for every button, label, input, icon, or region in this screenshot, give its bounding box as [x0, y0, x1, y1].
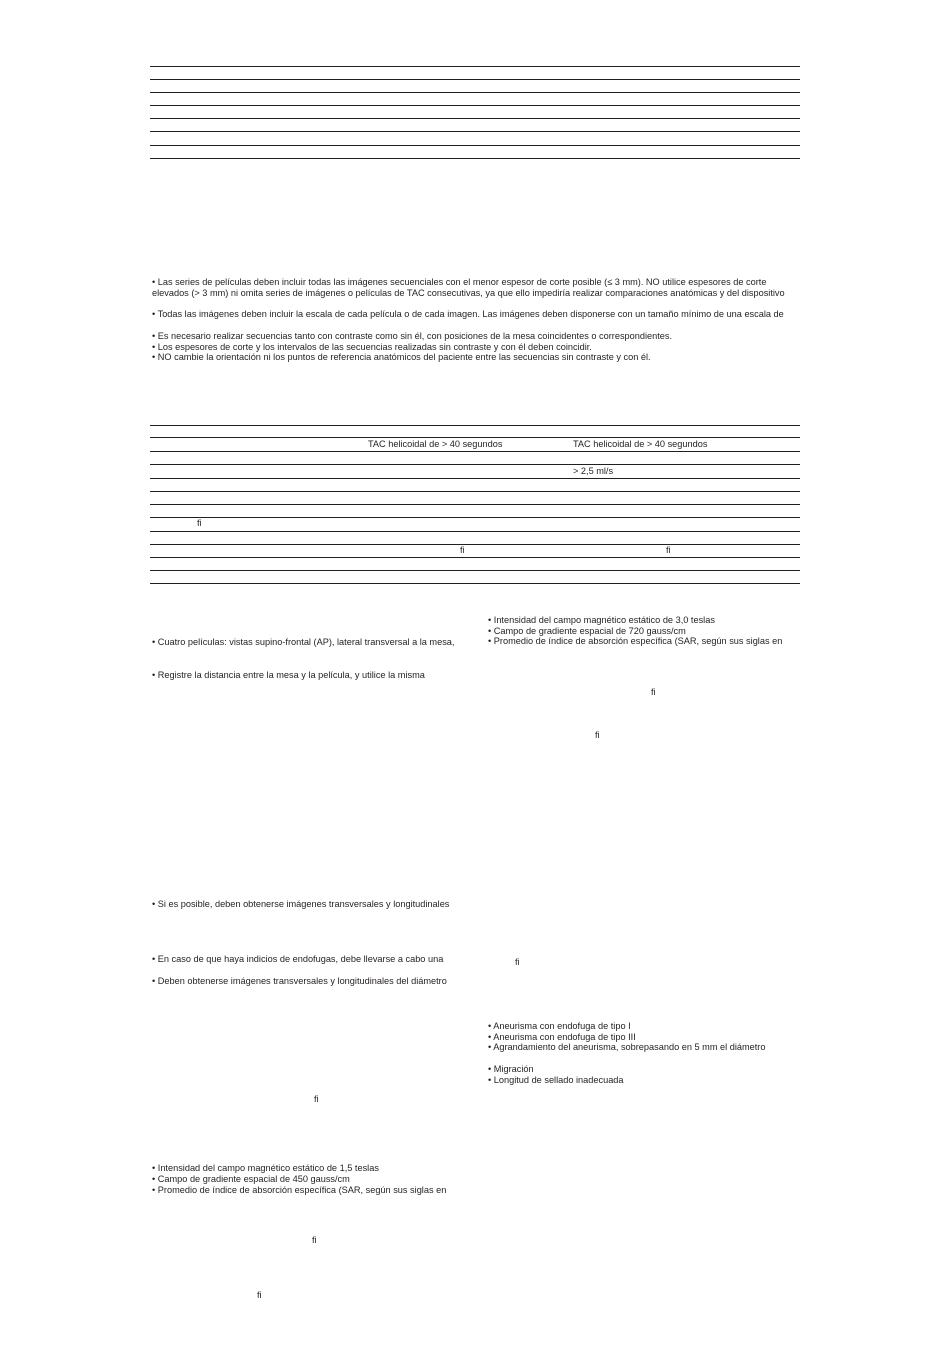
table-rule	[150, 158, 800, 159]
list-item: • Si es posible, deben obtenerse imágenes transversales y longitudinales	[152, 899, 450, 909]
ligature-glyph: ﬁ	[312, 1235, 317, 1245]
table-cell: ﬁ	[666, 545, 671, 555]
list-item: • Es necesario realizar secuencias tanto con contraste como sin él, con posiciones de la mesa coincidentes o correspondientes.	[152, 331, 673, 341]
table-cell: ﬁ	[460, 545, 465, 555]
list-item: • NO cambie la orientación ni los puntos de referencia anatómicos del paciente entre las secuencias sin contraste y con él.	[152, 352, 651, 362]
table-rule	[150, 544, 800, 545]
ligature-glyph: ﬁ	[257, 1290, 262, 1300]
list-item: • Todas las imágenes deben incluir la escala de cada película o de cada imagen. Las imágenes deben disponerse con un tamaño mínimo de una escala de	[152, 309, 784, 319]
table-rule	[150, 504, 800, 505]
list-item: • Registre la distancia entre la mesa y la película, y utilice la misma	[152, 670, 425, 680]
table-rule	[150, 491, 800, 492]
list-item: • Agrandamiento del aneurisma, sobrepasando en 5 mm el diámetro	[488, 1042, 766, 1052]
list-item: • Intensidad del campo magnético estático de 3,0 teslas	[488, 615, 715, 625]
list-item: • Promedio de índice de absorción específica (SAR, según sus siglas en	[152, 1185, 447, 1195]
table-rule	[150, 79, 800, 80]
list-item: • Los espesores de corte y los intervalos de las secuencias realizadas sin contraste y con él deben coincidir.	[152, 342, 592, 352]
list-item: • Promedio de índice de absorción específica (SAR, según sus siglas en	[488, 636, 783, 646]
table-rule	[150, 92, 800, 93]
table-rule	[150, 531, 800, 532]
table-cell: ﬁ	[197, 518, 202, 528]
ligature-glyph: ﬁ	[651, 687, 656, 697]
ligature-glyph: ﬁ	[595, 730, 600, 740]
table-rule	[150, 557, 800, 558]
table-rule	[150, 425, 800, 426]
table-cell: > 2,5 ml/s	[573, 466, 614, 476]
list-item: • Intensidad del campo magnético estático de 1,5 teslas	[152, 1163, 379, 1173]
table-rule	[150, 105, 800, 106]
list-item: • Campo de gradiente espacial de 450 gauss/cm	[152, 1174, 350, 1184]
table-rule	[150, 145, 800, 146]
list-item: • Migración	[488, 1064, 534, 1074]
table-rule	[150, 464, 800, 465]
list-item: • Campo de gradiente espacial de 720 gauss/cm	[488, 626, 686, 636]
list-item: • Las series de películas deben incluir todas las imágenes secuenciales con el menor espesor de corte posible (≤ 3 mm). NO utilice espesores de corte	[152, 277, 767, 287]
list-item: • Aneurisma con endofuga de tipo I	[488, 1021, 631, 1031]
list-item: elevados (> 3 mm) ni omita series de imágenes o películas de TAC consecutivas, ya que ello impediría realizar comparaciones anatómicas y del dispositivo	[152, 288, 785, 298]
table-cell: TAC helicoidal de > 40 segundos	[573, 439, 708, 449]
ligature-glyph: ﬁ	[314, 1094, 319, 1104]
list-item: • Longitud de sellado inadecuada	[488, 1075, 624, 1085]
table-cell: TAC helicoidal de > 40 segundos	[368, 439, 503, 449]
table-rule	[150, 437, 800, 438]
table-rule	[150, 583, 800, 584]
table-rule	[150, 451, 800, 452]
table-rule	[150, 570, 800, 571]
table-rule	[150, 478, 800, 479]
table-rule	[150, 131, 800, 132]
table-rule	[150, 517, 800, 518]
list-item: • En caso de que haya indicios de endofugas, debe llevarse a cabo una	[152, 954, 444, 964]
list-item: • Cuatro películas: vistas supino-frontal (AP), lateral transversal a la mesa,	[152, 637, 455, 647]
list-item: • Aneurisma con endofuga de tipo III	[488, 1032, 636, 1042]
ligature-glyph: ﬁ	[515, 957, 520, 967]
table-rule	[150, 118, 800, 119]
table-rule	[150, 66, 800, 67]
list-item: • Deben obtenerse imágenes transversales y longitudinales del diámetro	[152, 976, 447, 986]
